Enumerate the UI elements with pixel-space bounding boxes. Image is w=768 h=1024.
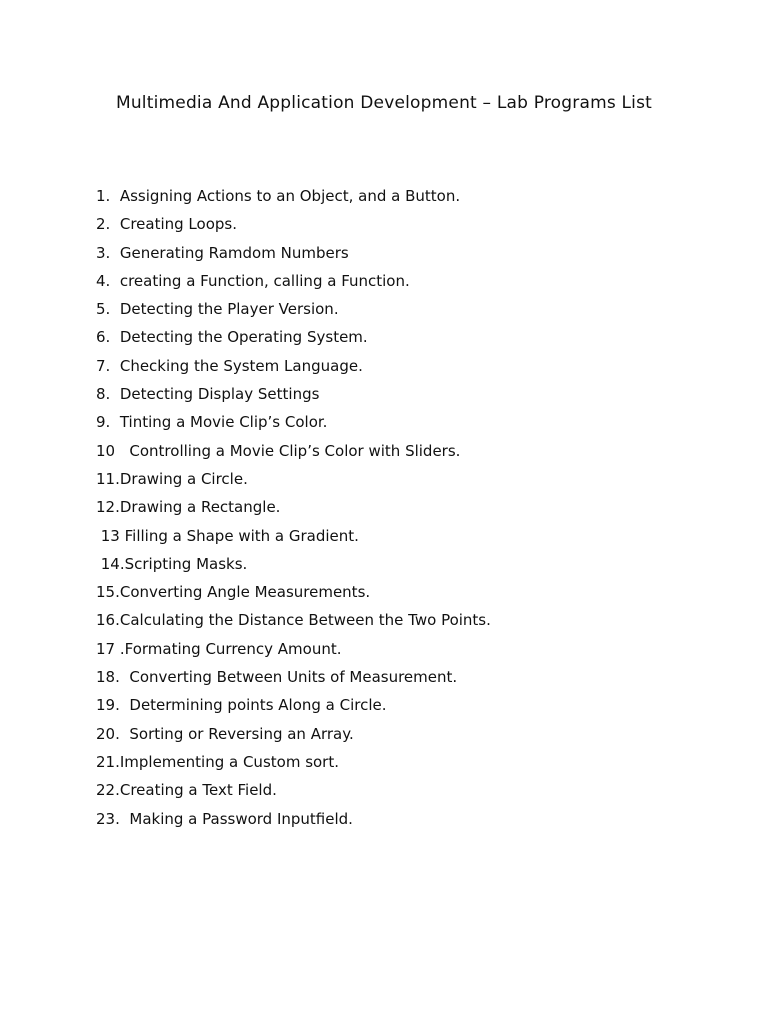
list-item: 7. Checking the System Language. — [96, 356, 363, 375]
document-title: Multimedia And Application Development – Lab Programs List — [115, 93, 653, 113]
list-item: 8. Detecting Display Settings — [96, 385, 320, 404]
list-item: 9. Tinting a Movie Clip’s Color. — [96, 413, 328, 432]
list-item: 4. creating a Function, calling a Function. — [96, 271, 410, 290]
list-item: 2. Creating Loops. — [96, 215, 237, 234]
list-item: 18. Converting Between Units of Measurement. — [96, 668, 458, 687]
list-item: 17 .Formating Currency Amount. — [96, 639, 342, 658]
list-item: 1. Assigning Actions to an Object, and a Button. — [96, 187, 461, 205]
list-item: 21.Implementing a Custom sort. — [96, 752, 340, 771]
list-item: 5. Detecting the Player Version. — [96, 300, 339, 319]
list-item: 3. Generating Ramdom Numbers — [96, 243, 349, 262]
list-item: 12.Drawing a Rectangle. — [96, 498, 281, 517]
list-item: 11.Drawing a Circle. — [96, 469, 248, 488]
list-item: 10 Controlling a Movie Clip’s Color with Sliders. — [96, 441, 461, 460]
list-item: 14.Scripting Masks. — [96, 554, 248, 573]
list-item: 15.Converting Angle Measurements. — [96, 583, 371, 602]
program-list — [96, 185, 491, 836]
list-item: 6. Detecting the Operating System. — [96, 328, 368, 347]
list-item: 19. Determining points Along a Circle. — [96, 696, 387, 715]
list-item: 22.Creating a Text Field. — [96, 781, 277, 800]
list-item: 13 Filling a Shape with a Gradient. — [96, 526, 359, 545]
list-item: 23. Making a Password Inputfield. — [96, 809, 353, 828]
list-item: 16.Calculating the Distance Between the Two Points. — [96, 611, 491, 630]
list-item: 20. Sorting or Reversing an Array. — [96, 724, 354, 743]
